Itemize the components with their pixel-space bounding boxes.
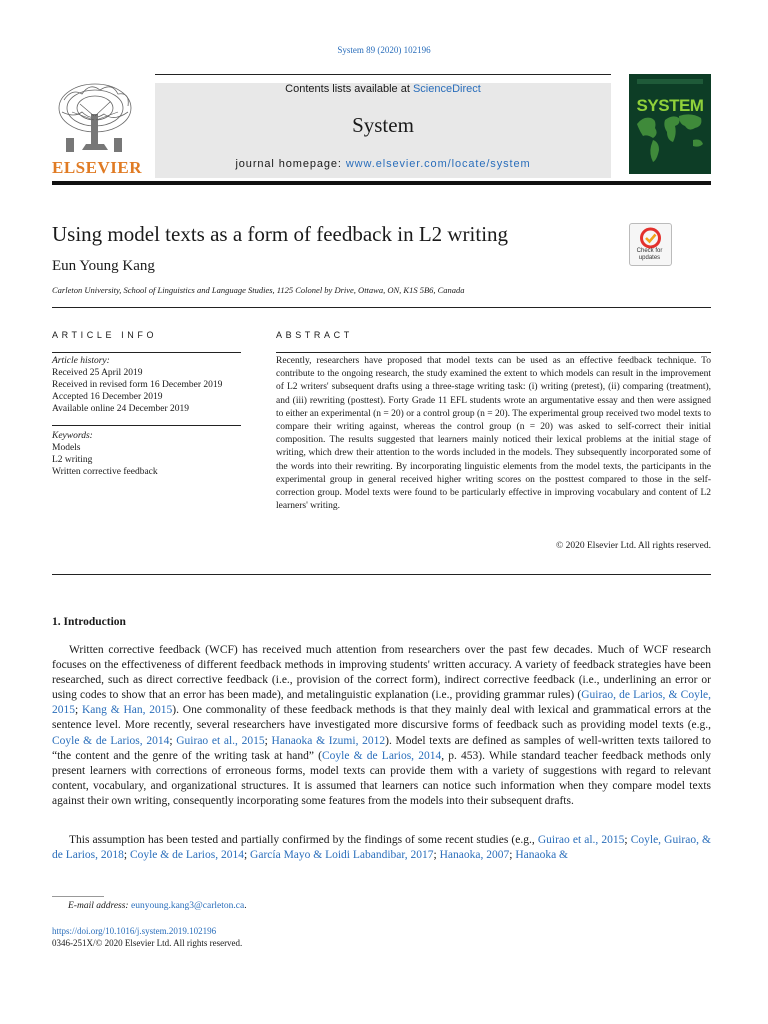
history-received: Received 25 April 2019: [52, 368, 143, 378]
citation-link[interactable]: Hanaoka, 2007: [439, 849, 510, 862]
intro-paragraph-1: [52, 643, 711, 809]
citation-link[interactable]: Hanaoka &: [515, 849, 569, 862]
keyword-item: L2 writing: [52, 455, 93, 465]
doi-line: [52, 926, 216, 936]
keyword-item: Models: [52, 443, 81, 453]
abstract-copyright: © 2020 Elsevier Ltd. All rights reserved.: [556, 541, 711, 551]
email-label: E-mail address:: [68, 901, 131, 911]
paragraph-text: ). One commonality of these feedback methods is that they mainly deal with lexical and grammatical errors at the sentence level. More recently, several researchers have investigated more discursive forms of feedback such as providing model texts (e.g.,: [52, 704, 711, 732]
citation-link[interactable]: Coyle & de Larios, 2014: [52, 734, 170, 747]
check-updates-label: Check for updates: [636, 248, 663, 261]
keywords-rule: [52, 425, 241, 426]
intro-paragraph-2: [52, 833, 711, 863]
footnote-rule: [52, 896, 104, 897]
citation-link[interactable]: Hanaoka & Izumi, 2012: [271, 734, 386, 747]
homepage-prefix: journal homepage:: [235, 158, 346, 170]
separator: ;: [624, 834, 631, 846]
check-updates-icon: [630, 226, 671, 250]
elsevier-tree-logo-icon: [52, 78, 138, 158]
separator: ;: [243, 849, 251, 862]
citation-link[interactable]: Kang & Han, 2015: [82, 704, 173, 717]
footnote-email: [68, 901, 247, 911]
contents-line: [155, 83, 611, 95]
article-info-rule: [52, 352, 241, 353]
separator: ;: [433, 849, 440, 862]
history-label: Article history:: [52, 356, 110, 366]
author-name: Eun Young Kang: [52, 258, 155, 274]
elsevier-wordmark: ELSEVIER: [52, 158, 142, 177]
issn-line: 0346-251X/© 2020 Elsevier Ltd. All rights reserved.: [52, 938, 243, 948]
separator: ;: [169, 734, 177, 747]
article-info-heading: ARTICLE INFO: [52, 330, 158, 340]
divider-rule: [52, 574, 711, 575]
citation-link[interactable]: Coyle & de Larios, 2014: [129, 849, 244, 862]
header-top-rule: [155, 74, 611, 75]
citation-link[interactable]: Guirao et al., 2015: [537, 834, 625, 846]
citation-link[interactable]: System 89 (2020) 102196: [337, 45, 431, 55]
citation-link[interactable]: Coyle & de Larios, 2014: [322, 749, 442, 762]
keyword-item: Written corrective feedback: [52, 467, 158, 477]
paragraph-text: Written corrective feedback (WCF) has received much attention from researchers over the past few decades. Much of WCF research focuses on the effectiveness of different feedback methods in improving students' written accuracy. A variety of feedback strategies have been researched, such as direct corrective feedback (i.e., provision of the correct form), indirect corrective feedback (i.e., underlining an error or using codes to show that an error has been made), and metalinguistic explanation (i.e., providing grammar rules) (: [52, 644, 711, 702]
citation-link[interactable]: García Mayo & Loidi Labandibar, 2017: [250, 849, 434, 862]
email-end: .: [244, 901, 247, 911]
abstract-heading: ABSTRACT: [276, 330, 353, 340]
citation-link[interactable]: Coyle, Guirao, & de Larios, 2018: [52, 834, 711, 862]
separator: ;: [264, 734, 272, 747]
paragraph-text: This assumption has been tested and partially confirmed by the findings of some recent studies (e.g.,: [69, 834, 538, 846]
abstract-text: Recently, researchers have proposed that model texts can be used as an effective feedback technique. To contribute to the ongoing research, the study examined the extent to which models can result in the improvement of L2 writers' subsequent drafts using a three-stage writing task: (i) writing (pretest), (ii) comparing (treatment), and (iii) rewriting (posttest). Forty Grade 11 EFL students wrote an argumentative essay and then were assigned to either an experimental (n = 20) or a control group (n = 20). The experimental group received two model texts to compare their writing against, whereas the control group (n = 20) was asked to self-correct their initial composition. The results suggested that learners mainly noticed their lexical problems at the initial stage of writing, which drew their attention to the words included in the models. They subsequently incorporated some of the words into their rewriting. By incorporating linguistic elements from the model texts, the participants in the experimental group in general received higher writing scores on the posttest compared to those in the self-correction group. Model texts were found to be particularly effective in improving vocabulary and content of L2 learners' writing.: [276, 356, 711, 512]
article-history: [52, 355, 222, 415]
keywords: [52, 430, 158, 478]
history-revised: Received in revised form 16 December 2019: [52, 380, 223, 390]
email-link[interactable]: eunyoung.kang3@carleton.ca: [130, 901, 245, 911]
cover-title: SYSTEM: [636, 96, 704, 115]
author-affiliation: Carleton University, School of Linguistics and Language Studies, 1125 Colonel by Drive, Ottawa, ON, K1S 5B6, Canada: [52, 285, 465, 295]
section-heading-introduction: 1. Introduction: [52, 616, 126, 628]
contents-prefix: Contents lists available at: [285, 83, 413, 95]
citation-link[interactable]: Guirao, de Larios, & Coyle, 2015: [52, 689, 711, 717]
sciencedirect-link[interactable]: ScienceDirect: [412, 83, 481, 95]
journal-citation[interactable]: [0, 45, 768, 55]
cover-map-icon: [629, 74, 711, 174]
article-title: Using model texts as a form of feedback in L2 writing: [52, 222, 509, 246]
journal-cover-image[interactable]: [629, 74, 711, 174]
separator: ;: [123, 849, 130, 862]
divider-rule: [52, 307, 711, 308]
abstract-rule: [276, 352, 711, 353]
header-bottom-rule: [52, 181, 711, 185]
journal-name: System: [352, 113, 414, 137]
keywords-label: Keywords:: [52, 431, 93, 441]
citation-link[interactable]: Guirao et al., 2015: [176, 734, 265, 747]
journal-homepage: [155, 158, 611, 170]
doi-link[interactable]: https://doi.org/10.1016/j.system.2019.102196: [52, 926, 217, 936]
history-online: Available online 24 December 2019: [52, 404, 189, 414]
history-accepted: Accepted 16 December 2019: [52, 392, 163, 402]
paragraph-text: ). Model texts are defined as samples of well-written texts tailored to “the content and the genre of the writing task at hand” (: [52, 734, 711, 762]
paragraph-text: , p. 453). While standard teacher feedback methods only present learners with corrections of erroneous forms, model texts can provide them with a variety of suggestions with regard to relevant content, vocabulary, and organizational structures. It is assumed that learners can notice such information when they compare model texts against their own writing, consequently incorporating some features from the models into their subsequent drafts.: [52, 749, 711, 807]
separator: ;: [75, 704, 82, 717]
homepage-link[interactable]: www.elsevier.com/locate/system: [345, 158, 531, 170]
separator: ;: [509, 849, 516, 862]
